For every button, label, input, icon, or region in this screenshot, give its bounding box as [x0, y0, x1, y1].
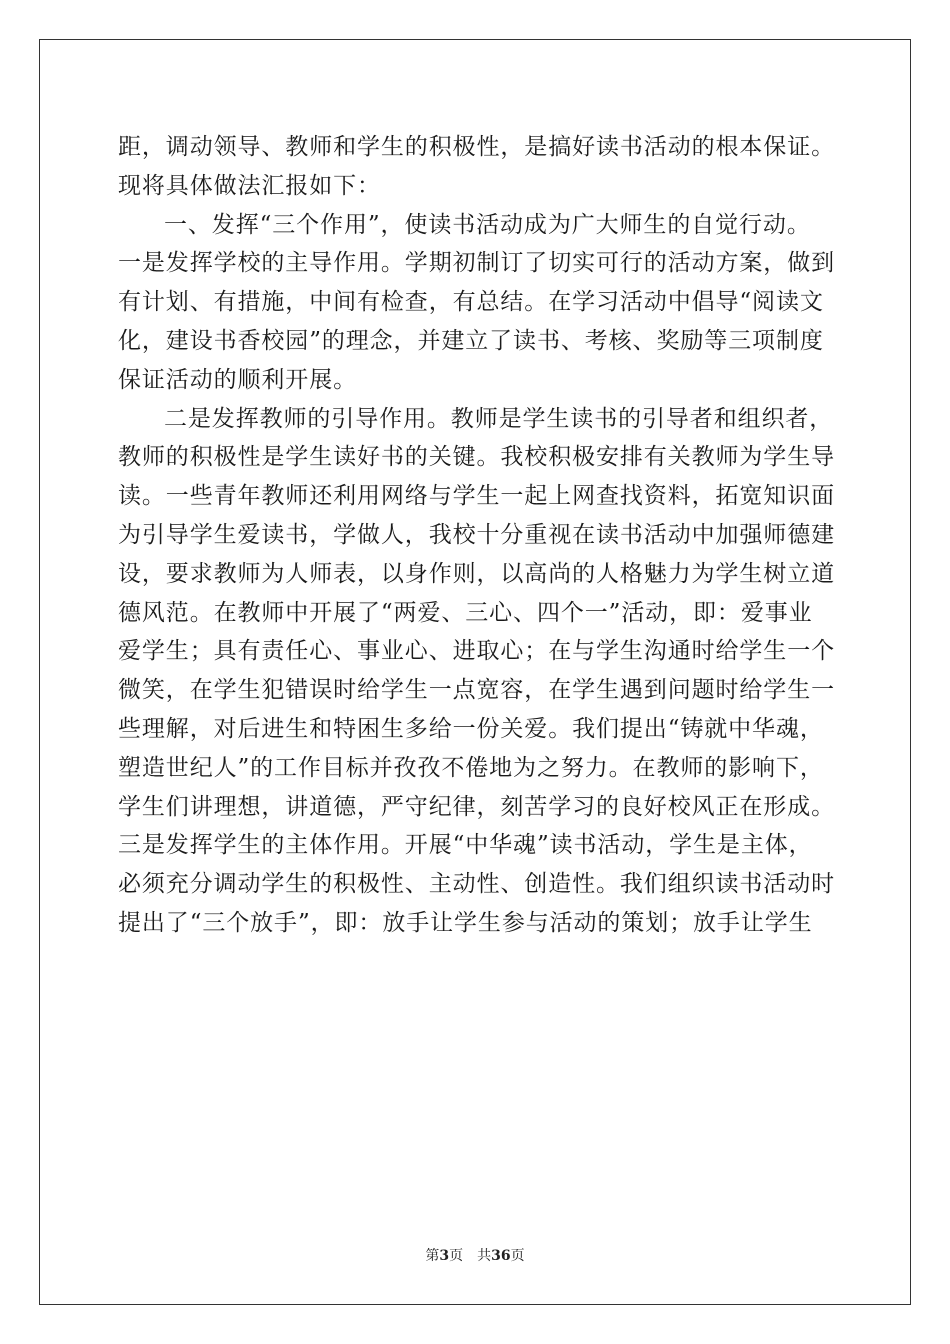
- text-line: 学生们讲理想，讲道德，严守纪律，刻苦学习的良好校风正在形成。: [118, 793, 835, 820]
- text-line: 现将具体做法汇报如下：: [118, 172, 381, 199]
- total-pages: 36: [491, 1248, 511, 1264]
- text-line: 必须充分调动学生的积极性、主动性、创造性。我们组织读书活动时: [118, 871, 835, 898]
- total-prefix: 共: [477, 1248, 492, 1264]
- text-line: 塑造世纪人”的工作目标并孜孜不倦地为之努力。在教师的影响下，: [118, 754, 824, 781]
- text-line: 三是发挥学生的主体作用。开展“中华魂”读书活动，学生是主体，: [118, 832, 813, 859]
- page-footer: [0, 1245, 950, 1265]
- text-line: 读。一些青年教师还利用网络与学生一起上网查找资料，拓宽知识面: [118, 483, 835, 510]
- text-line: 德风范。在教师中开展了“两爱、三心、四个一”活动，即：爱事业: [118, 599, 813, 626]
- text-line: 教师的积极性是学生读好书的关键。我校积极安排有关教师为学生导: [118, 444, 835, 471]
- text-line: 爱学生；具有责任心、事业心、进取心；在与学生沟通时给学生一个: [118, 638, 835, 665]
- text-line: 二是发挥教师的引导作用。教师是学生读书的引导者和组织者，: [164, 405, 834, 432]
- text-line: 些理解，对后进生和特困生多给一份关爱。我们提出“铸就中华魂，: [118, 715, 824, 742]
- text-line: 为引导学生爱读书，学做人，我校十分重视在读书活动中加强师德建: [118, 521, 835, 548]
- text-line: 提出了“三个放手”，即：放手让学生参与活动的策划；放手让学生: [118, 909, 813, 936]
- text-line: 一、发挥“三个作用”，使读书活动成为广大师生的自觉行动。: [164, 211, 811, 238]
- text-line: 微笑，在学生犯错误时给学生一点宽容，在学生遇到问题时给学生一: [118, 677, 835, 704]
- page-suffix: 页: [449, 1248, 464, 1264]
- page-number: 3: [439, 1248, 450, 1264]
- page-prefix: 第: [425, 1248, 440, 1264]
- text-line: 有计划、有措施，中间有检查，有总结。在学习活动中倡导“阅读文: [118, 289, 824, 316]
- text-line: 一是发挥学校的主导作用。学期初制订了切实可行的活动方案，做到: [118, 250, 835, 277]
- text-line: 距，调动领导、教师和学生的积极性，是搞好读书活动的根本保证。: [118, 134, 835, 160]
- total-suffix: 页: [510, 1248, 525, 1264]
- text-line: 化，建设书香校园”的理念，并建立了读书、考核、奖励等三项制度: [118, 327, 824, 354]
- text-line: 保证活动的顺利开展。: [118, 366, 357, 393]
- body-text: [118, 128, 838, 943]
- text-line: 设，要求教师为人师表，以身作则，以高尚的人格魅力为学生树立道: [118, 560, 835, 587]
